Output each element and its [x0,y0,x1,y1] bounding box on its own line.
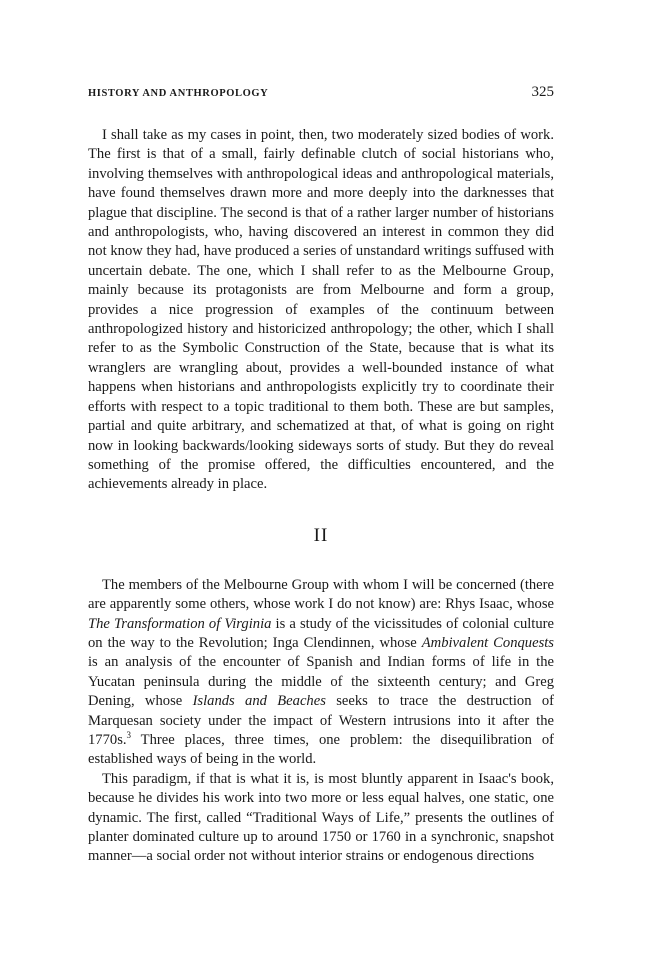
paragraph-2-text-5: Three places, three times, one problem: the disequilibration of established ways of being in the world. [88,731,554,768]
running-head [88,84,554,106]
body-paragraph-3: This paradigm, if that is what it is, is most bluntly apparent in Isaac's book, because he divides his work into two more or less equal halves, one static, one dynamic. The first, called “Traditional Ways of Life,” presents the outlines of planter dominated culture up to around 1750 or 1760 in a synchronic, snapshot manner—a social order not without interior strains or endogenous directions [88,770,554,865]
book-title-transformation-of-virginia: The Transformation of Virginia [88,615,272,632]
section-heading: II [313,524,329,546]
running-title: HISTORY AND ANTHROPOLOGY [88,88,269,99]
paragraph-2-text-4: seeks to trace the destruction of Marquesan society under the impact of Western intrusions into it after the 1770s. [88,693,554,748]
book-title-ambivalent-conquests: Ambivalent Conquests [421,634,554,651]
body-paragraph-2 [88,576,554,770]
book-title-islands-and-beaches: Islands and Beaches [192,693,326,710]
page [88,84,554,867]
body-paragraph-1: I shall take as my cases in point, then, two moderately sized bodies of work. The first is that of a small, fairly definable clutch of social historians who, involving themselves with anthropological ideas and anthropological materials, have found themselves drawn more and more deeply into the darknesses that plague that discipline. The second is that of a rather larger number of historians and anthropologists, who, having discovered an interest in common they did not know they had, have produced a series of unstandard writings suffused with uncertain debate. The one, which I shall refer to as the Melbourne Group, mainly because its protagonists are from Melbourne and form a group, provides a nice progression of examples of the continuum between anthropologized history and historicized anthropology; the other, which I shall refer to as the Symbolic Construction of the State, because that is what its wranglers are wrangling about, provides a well-bounded instance of what happens when historians and anthropologists explicitly try to coordinate their efforts with respect to a topic traditional to them both. These are but samples, partial and quite arbitrary, and schematized at that, of what is going on right now in looking backwards/looking sideways sorts of study. But they do reveal something of the promise offered, the difficulties encountered, and the achievements already in place. [88,127,554,493]
footnote-reference[interactable]: 3 [126,729,132,740]
paragraph-2-text-2: is a study of the vicissitudes of colonial culture on the way to the Revolution; Inga Clendinnen, whose [88,615,554,651]
paragraph-2-text-3: is an analysis of the encounter of Spanish and Indian forms of life in the Yucatan peninsula during the middle of the sixteenth century; and Greg Dening, whose [88,654,554,710]
paragraph-2-text-1: The members of the Melbourne Group with whom I will be concerned (there are apparently some others, whose work I do not know) are: Rhys Isaac, whose [88,576,554,613]
page-number: 325 [531,84,554,100]
